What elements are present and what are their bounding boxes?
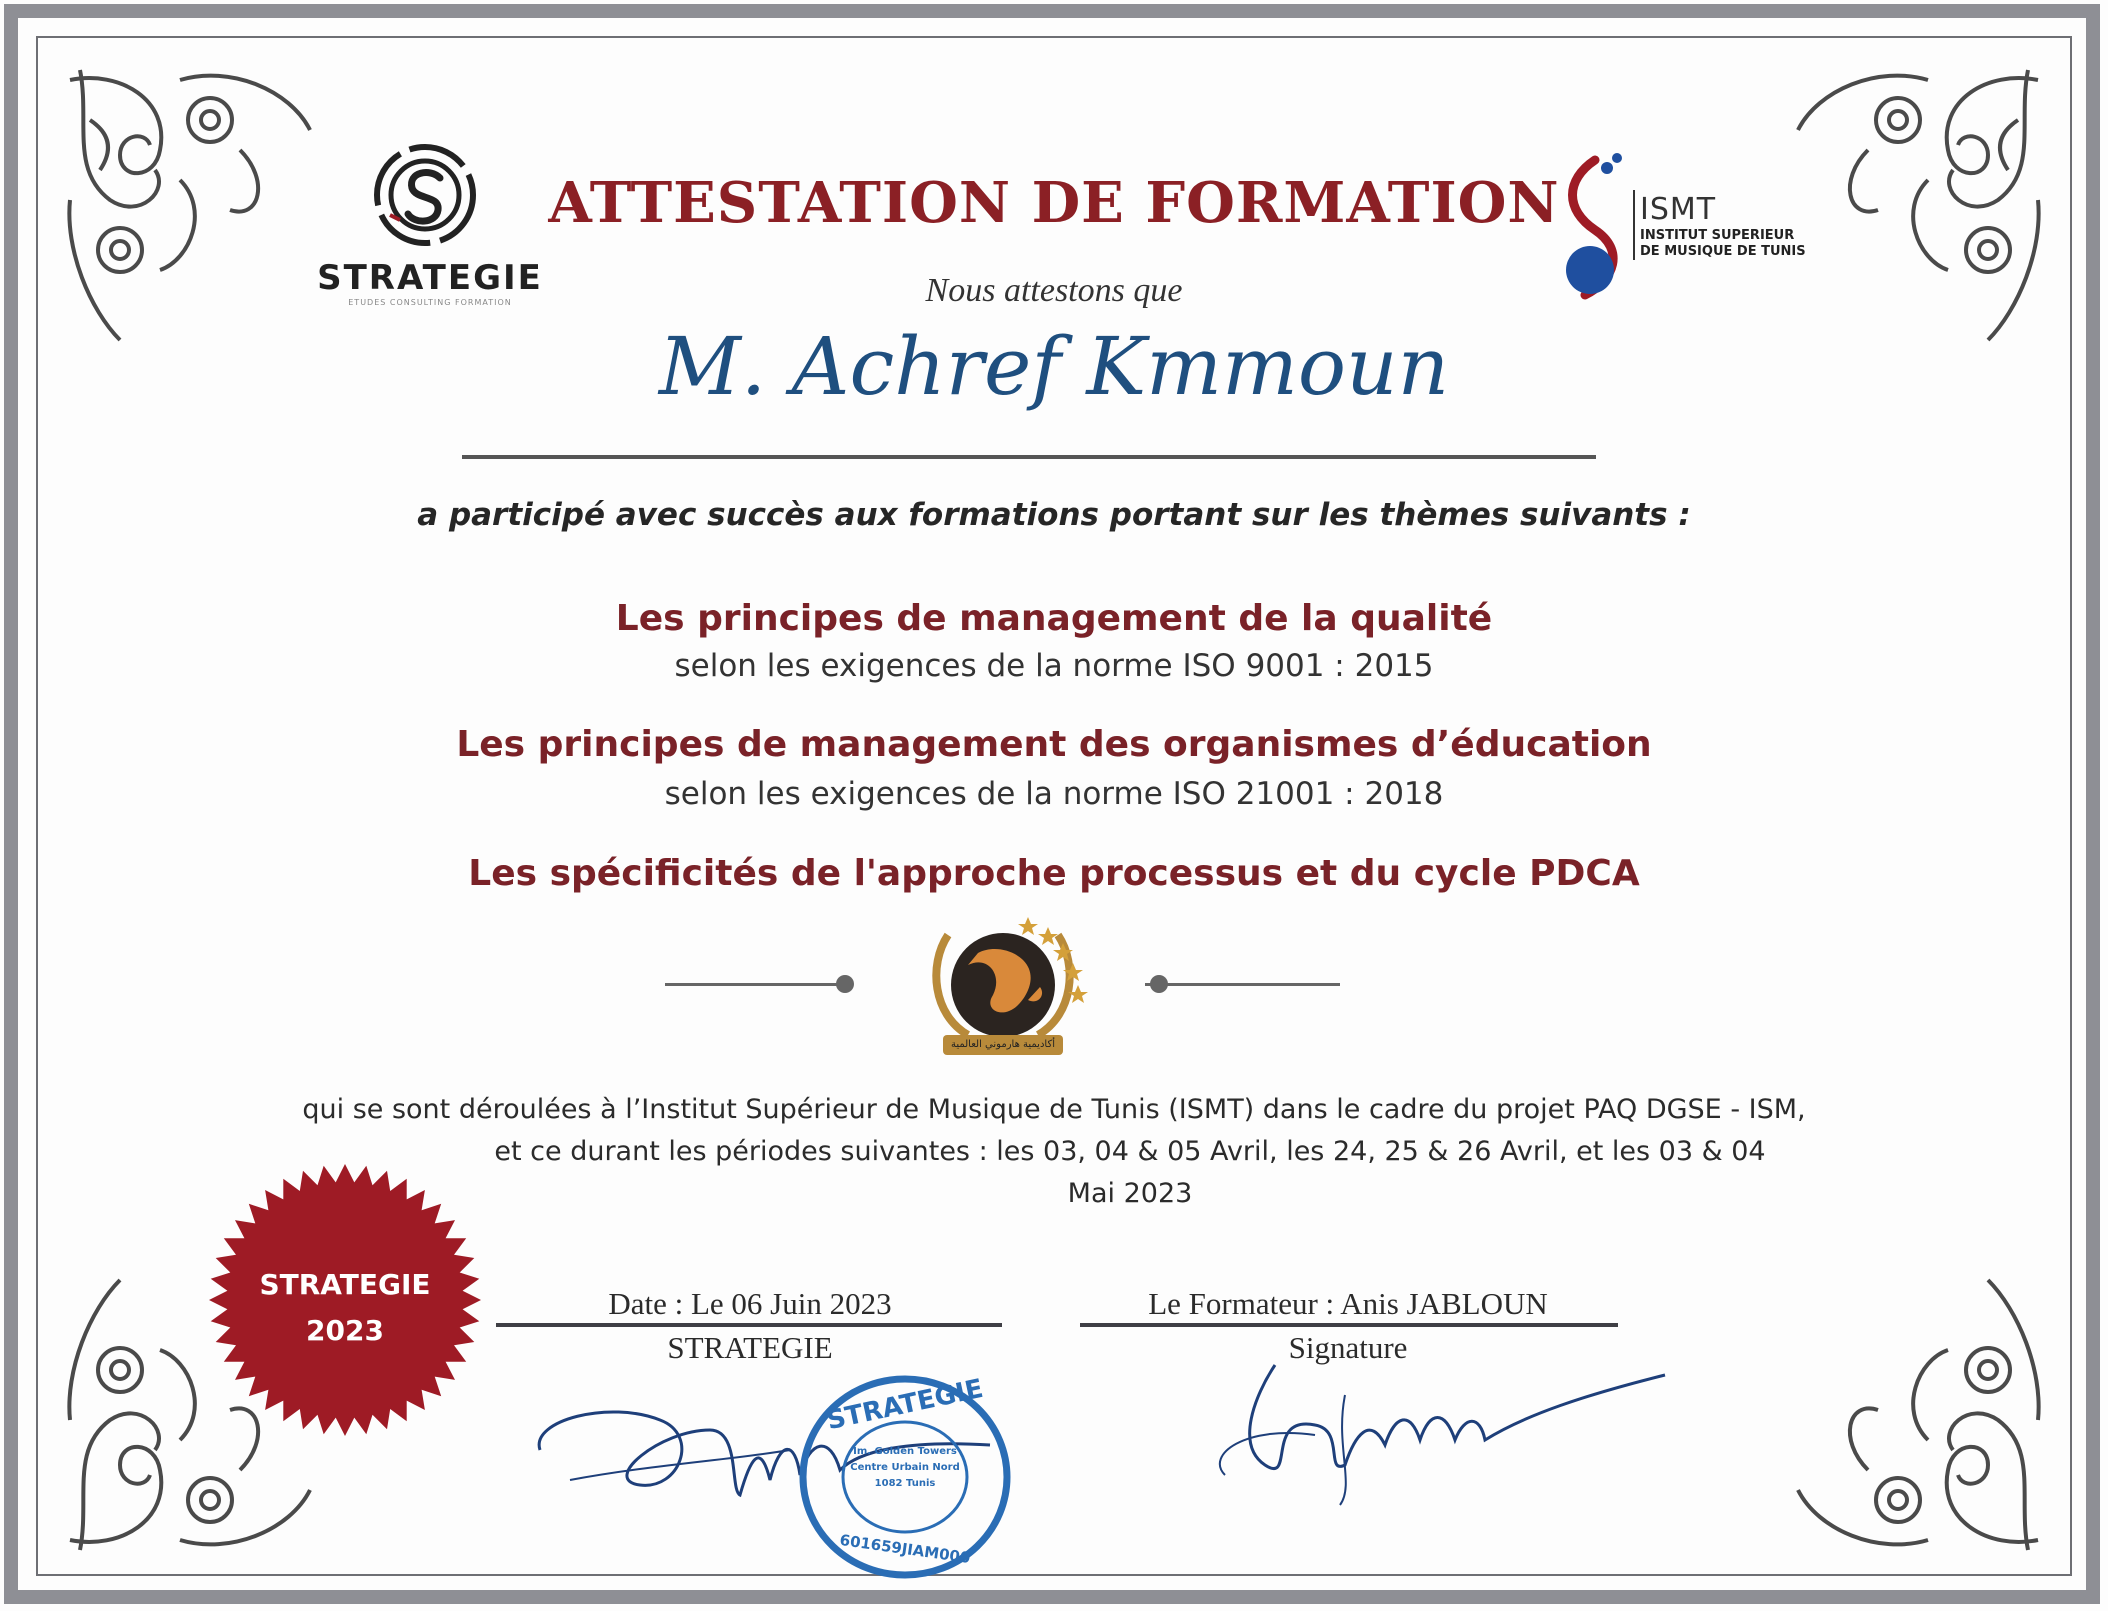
certificate-title: ATTESTATION DE FORMATION <box>548 170 1560 236</box>
company-stamp <box>795 1372 1015 1582</box>
org-label: STRATEGIE <box>667 1330 833 1365</box>
theme-1-subtitle: selon les exigences de la norme ISO 9001 : 2015 <box>674 648 1434 684</box>
ismt-name-line1: INSTITUT SUPERIEUR <box>1640 228 1795 243</box>
seal-line-2: 2023 <box>306 1314 384 1347</box>
theme-1-title: Les principes de management de la qualité <box>615 598 1493 639</box>
divider-right <box>1145 983 1340 986</box>
theme-2-title: Les principes de management des organismes d’éducation <box>456 724 1652 765</box>
globe-icon <box>908 905 1098 1045</box>
date-label: Date : Le 06 Juin 2023 <box>608 1286 892 1321</box>
corner-ornament-bottom-right <box>1778 1270 2048 1560</box>
participation-statement: a participé avec succès aux formations portant sur les thèmes suivants : <box>417 497 1691 533</box>
stamp-address-2: Centre Urbain Nord <box>850 1462 960 1473</box>
divider-left-dot <box>836 975 854 993</box>
divider-right-dot <box>1150 975 1168 993</box>
academy-ribbon: أكاديمية هارموني العالمية <box>943 1035 1063 1055</box>
academy-emblem <box>908 905 1098 1070</box>
stamp-address-3: 1082 Tunis <box>874 1478 936 1489</box>
ismt-abbr: ISMT <box>1640 192 1717 227</box>
ismt-name-line2: DE MUSIQUE DE TUNIS <box>1640 244 1806 259</box>
recipient-name: M. Achref Kmmoun <box>658 320 1450 413</box>
divider-left <box>665 983 845 986</box>
certificate-intro: Nous attestons que <box>925 272 1183 309</box>
trainer-label: Le Formateur : Anis JABLOUN <box>1148 1286 1548 1321</box>
details-line-2: et ce durant les périodes suivantes : les 03, 04 & 05 Avril, les 24, 25 & 26 Avril, et les 03 & 04 <box>494 1136 1766 1167</box>
stamp-address-1: Im. Golden Towers <box>853 1446 957 1457</box>
trainer-signature <box>1195 1355 1675 1515</box>
stamp-name: STRATEGIE <box>824 1373 986 1437</box>
strategie-logo-name: STRATEGIE <box>317 258 543 298</box>
date-rule <box>496 1323 1002 1327</box>
signature-label: Signature <box>1288 1330 1408 1365</box>
strategie-logo-tagline: ETUDES CONSULTING FORMATION <box>348 298 512 307</box>
trainer-rule <box>1080 1323 1618 1327</box>
stamp-id: 601659JIAM000 <box>838 1530 972 1568</box>
theme-3-title: Les spécificités de l'approche processus et du cycle PDCA <box>468 853 1640 894</box>
details-line-3: Mai 2023 <box>1067 1178 1193 1209</box>
name-underline <box>462 455 1596 459</box>
details-line-1: qui se sont déroulées à l’Institut Supérieur de Musique de Tunis (ISMT) dans le cadre du projet PAQ DGSE - ISM, <box>302 1094 1806 1125</box>
theme-2-subtitle: selon les exigences de la norme ISO 21001 : 2018 <box>664 776 1444 812</box>
seal-line-1: STRATEGIE <box>259 1268 431 1301</box>
